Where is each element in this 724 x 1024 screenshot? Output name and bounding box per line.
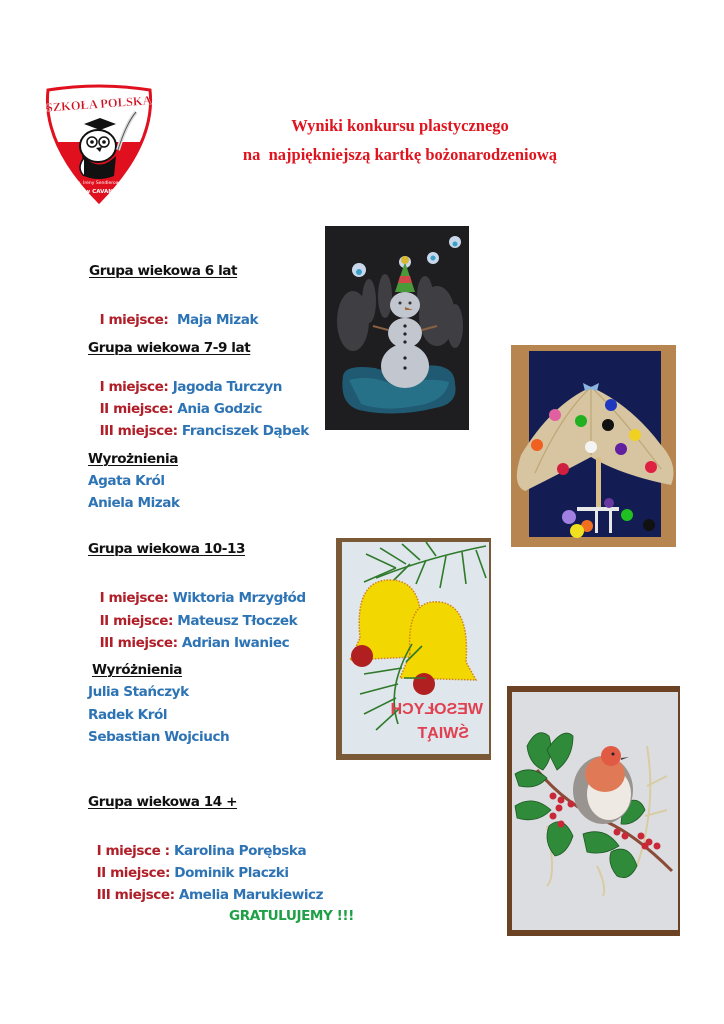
robin-card-image	[507, 686, 680, 936]
honor-name: Aniela Mizak	[88, 495, 180, 511]
winner-name: Ania Godzic	[177, 401, 262, 417]
artwork-snowman	[325, 226, 469, 430]
card-greeting-line1: WESOŁYCH	[390, 701, 483, 718]
group-heading-6: Grupa wiekowa 6 lat	[89, 263, 238, 279]
artwork-robin	[507, 686, 680, 936]
place-label: I miejsce:	[99, 590, 169, 606]
logo-subtitle-2: w CAVAN	[85, 189, 113, 195]
result-row	[88, 868, 323, 904]
winner-name: Franciszek Dąbek	[181, 423, 309, 439]
page-title-line-2: na najpiękniejszą kartkę bożonarodzeniową	[242, 145, 558, 164]
result-row	[91, 616, 289, 652]
honor-name: Julia Stańczyk	[88, 684, 189, 700]
winner-name: Dominik Placzki	[174, 865, 289, 881]
group-heading-7-9: Grupa wiekowa 7-9 lat	[88, 340, 251, 356]
place-label: I miejsce:	[99, 312, 169, 328]
snowman-card-image	[325, 226, 469, 430]
place-label: III miejsce:	[99, 635, 178, 651]
honor-name: Agata Król	[88, 473, 165, 489]
honor-name: Radek Król	[88, 707, 168, 723]
winner-name: Maja Mizak	[176, 312, 259, 328]
honors-heading: Wyrożnienia	[88, 451, 178, 467]
place-label: III miejsce:	[96, 887, 175, 903]
result-row	[91, 404, 309, 440]
winner-name: Amelia Marukiewicz	[178, 887, 324, 903]
group-heading-10-13: Grupa wiekowa 10-13	[88, 541, 246, 557]
congratulations-text: GRATULUJEMY !!!	[229, 908, 354, 924]
logo-subtitle-1: im. Ireny Sendlerowej	[74, 181, 124, 186]
logo-name-text: SZKOŁA POLSKA	[45, 93, 153, 115]
place-label: I miejsce:	[99, 379, 169, 395]
bells-card-image	[336, 538, 491, 760]
winner-name: Wiktoria Mrzygłód	[172, 590, 306, 606]
place-label: II miejsce:	[99, 613, 173, 629]
artwork-christmas-tree	[511, 345, 676, 547]
place-label: I miejsce :	[96, 843, 170, 859]
winner-name: Mateusz Tłoczek	[177, 613, 298, 629]
place-label: II miejsce:	[96, 865, 170, 881]
page-title-line-1: Wyniki konkursu plastycznego	[291, 116, 509, 135]
winner-name: Jagoda Turczyn	[172, 379, 282, 395]
group-heading-14-plus: Grupa wiekowa 14 +	[88, 794, 238, 810]
winner-name: Karolina Porębska	[173, 843, 307, 859]
place-label: II miejsce:	[99, 401, 173, 417]
card-greeting-line2: ŚWIĄT	[417, 725, 469, 742]
winner-name: Adrian Iwaniec	[181, 635, 290, 651]
honors-heading: Wyróżnienia	[92, 662, 182, 678]
artwork-bells	[336, 538, 491, 760]
christmas-tree-card-image	[511, 345, 676, 547]
place-label: III miejsce:	[99, 423, 178, 439]
honor-name: Sebastian Wojciuch	[88, 729, 230, 745]
result-row	[91, 293, 258, 329]
